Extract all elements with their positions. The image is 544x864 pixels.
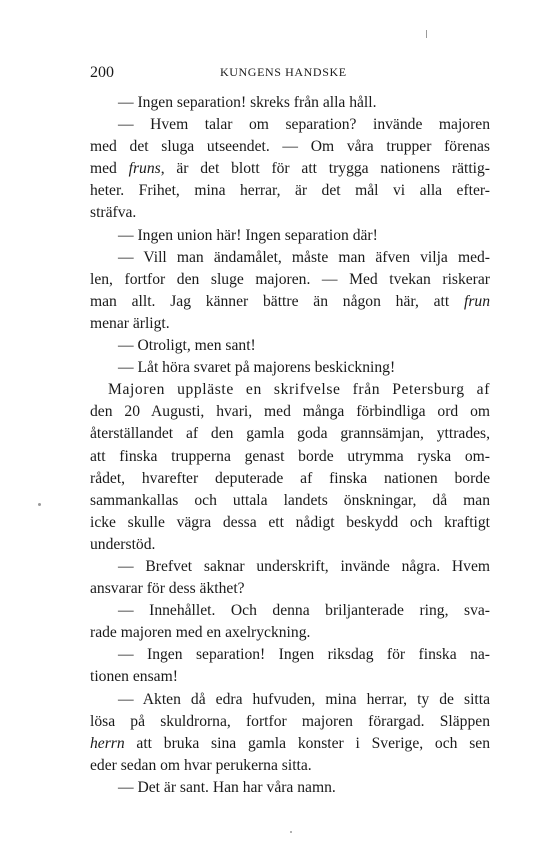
text-line: — Ingen union här! Ingen separation där! <box>118 226 378 244</box>
text-line: sträfva. <box>90 204 137 222</box>
text-line: tionen ensam! <box>90 668 178 686</box>
text-segment: man allt. Jag känner bättre än någon här, att <box>90 292 464 310</box>
text-line: — Akten då edra hufvuden, mina herrar, ty de sitta <box>118 690 490 708</box>
scan-speck <box>38 503 41 506</box>
text-segment: med <box>90 160 129 178</box>
text-line: understöd. <box>90 535 156 553</box>
text-segment: att bruka sina gamla konster i Sverige, och sen <box>124 734 490 752</box>
italic-word: frun <box>464 292 490 310</box>
italic-word: herrn <box>90 734 125 752</box>
italic-word: fruns <box>128 160 161 178</box>
text-line: — Innehållet. Och denna briljanterade ring, sva- <box>118 602 490 620</box>
text-line: rådet, hvarefter deputerade af finska nationen borde <box>90 469 490 487</box>
text-line: sammankallas och uttala landets önskningar, då man <box>90 491 490 509</box>
text-line: — Hvem talar om separation? invände majoren <box>118 116 490 134</box>
text-line: heter. Frihet, mina herrar, är det mål vi alla efter- <box>90 182 490 200</box>
text-line: — Ingen separation! skreks från alla håll. <box>118 94 377 111</box>
text-line: — Låt höra svaret på majorens beskickning! <box>118 359 396 377</box>
text-line: menar ärligt. <box>90 314 170 332</box>
text-line: den 20 Augusti, hvari, med många förbindliga ord om <box>90 403 490 421</box>
text-line: — Det är sant. Han har våra namn. <box>118 778 336 796</box>
page-header <box>90 64 490 84</box>
text-segment: , är det blott för att trygga nationens rättig- <box>160 160 490 178</box>
text-line: Majoren uppläste en skrifvelse från Petersburg af <box>108 381 490 399</box>
text-line: lösa på skuldrorna, fortfor majoren förargad. Släppen <box>90 712 490 730</box>
text-line: att finska trupperna genast borde utrymma ryska om- <box>90 447 490 465</box>
text-line: återställandet af den gamla goda grannsämjan, yttrades, <box>90 425 490 443</box>
text-line: — Ingen separation! Ingen riksdag för finska na- <box>118 646 490 664</box>
page-number: 200 <box>90 64 114 81</box>
running-title: KUNGENS HANDSKE <box>220 65 347 79</box>
text-line: med det sluga utseendet. — Om våra trupper förenas <box>90 138 490 156</box>
text-line: eder sedan om hvar perukerna sitta. <box>90 756 312 774</box>
text-line <box>90 158 490 180</box>
body-text <box>90 92 490 799</box>
text-line: — Vill man ändamålet, måste man äfven vilja med- <box>118 248 490 266</box>
text-line: — Otroligt, men sant! <box>118 337 256 355</box>
scan-speck <box>290 831 292 833</box>
text-line: icke skulle vägra dessa ett nådigt beskydd och kraftigt <box>90 513 490 531</box>
text-line: ansvarar för dess äkthet? <box>90 580 245 598</box>
text-line: rade majoren med en axelryckning. <box>90 624 311 642</box>
text-line <box>90 733 490 755</box>
text-line <box>90 291 490 313</box>
text-line: len, fortfor den sluge majoren. — Med tvekan riskerar <box>90 270 490 288</box>
scan-mark <box>426 30 427 38</box>
text-line: — Brefvet saknar underskrift, invände några. Hvem <box>118 557 490 575</box>
